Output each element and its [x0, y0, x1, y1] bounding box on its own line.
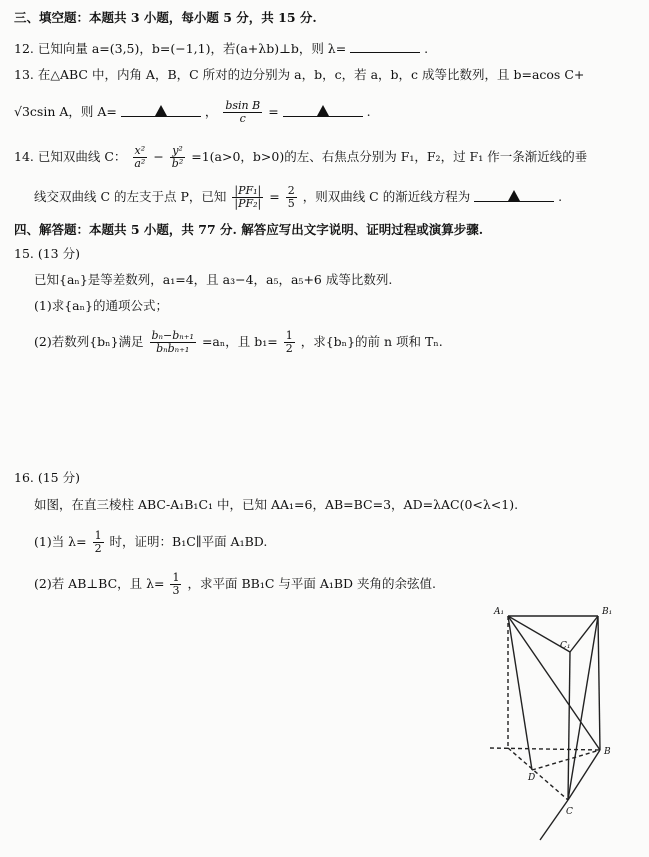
q15-frac-num: bₙ−bₙ₊₁ [151, 329, 194, 342]
label-c: C [566, 807, 573, 817]
edge-extension [540, 800, 568, 840]
q14-frac3 [232, 185, 263, 210]
section3-header: 三、填空题：本题共 3 小题，每小题 5 分，共 15 分. [14, 10, 317, 25]
label-b1: B₁ [602, 607, 613, 617]
q12 [14, 40, 428, 57]
q16-part2 [34, 572, 436, 597]
q15-frac2-num: 1 [285, 329, 293, 342]
label-d: D [528, 773, 536, 783]
edge-a1b [508, 616, 600, 750]
edge-b1c1 [570, 616, 598, 652]
q14-frac2 [170, 145, 185, 170]
q14-frac4 [286, 185, 297, 210]
q13-sep: ， [204, 104, 218, 119]
q16-part1-frac [93, 530, 104, 555]
q13-end: . [366, 104, 371, 119]
q15-part1: (1)求{aₙ}的通项公式； [34, 298, 168, 313]
q14-line2-start: 线交双曲线 C 的左支于点 P，已知 [34, 189, 227, 204]
q12-answer-blank[interactable] [350, 40, 420, 53]
label-c1: C₁ [560, 641, 571, 651]
q13-answer-blank-2[interactable] [283, 104, 363, 117]
q16-title: 16. (15 分) [14, 470, 80, 485]
q16-part2-end: ，求平面 BB₁C 与平面 A₁BD 夹角的余弦值. [187, 576, 437, 591]
edge-cc1 [568, 652, 570, 800]
q14-frac2-num: y² [172, 144, 183, 157]
q14-frac4-den: 5 [287, 197, 295, 210]
q15-title: 15. (13 分) [14, 246, 80, 261]
triangle-marker-icon [508, 190, 520, 201]
q14-line2-end: ，则双曲线 C 的渐近线方程为 [302, 189, 471, 204]
q14-answer-blank[interactable] [474, 189, 554, 202]
q16-part1 [34, 530, 267, 555]
prism-diagram [470, 600, 620, 850]
q14-line1-start: 14. 已知双曲线 C： [14, 149, 127, 164]
q13-line2-start: √3csin A，则 A= [14, 104, 117, 119]
q16-stem: 如图，在直三棱柱 ABC-A₁B₁C₁ 中，已知 AA₁=6，AB=BC=3，AD=λAC(0<λ<1). [34, 497, 519, 512]
q16-part1-end: 时，证明：B₁C∥平面 A₁BD. [109, 534, 268, 549]
q15-part2-end: ，求{bₙ}的前 n 项和 Tₙ. [300, 334, 443, 349]
q15-frac2-den: 2 [285, 342, 293, 355]
edge-a1d [508, 616, 532, 770]
q15-frac2 [284, 330, 295, 355]
q16-part1-frac-den: 2 [94, 542, 102, 555]
q16-part2-frac-num: 1 [172, 571, 180, 584]
q15-part2 [34, 330, 443, 355]
q15-frac-den: bₙbₙ₊₁ [156, 342, 190, 355]
q14-frac1 [132, 145, 147, 170]
section4-header: 四、解答题：本题共 5 小题，共 77 分. 解答应写出文字说明、证明过程或演算步骤. [14, 222, 484, 237]
triangle-marker-icon [155, 105, 167, 116]
q12-text: 12. 已知向量 a=(3,5)，b=(−1,1)，若(a+λb)⊥b，则 λ= [14, 41, 347, 56]
q14-frac3-den: |PF₂| [234, 197, 262, 210]
q14-line2 [34, 185, 562, 210]
q12-end: . [424, 41, 429, 56]
edge-ab [490, 748, 600, 750]
q15-part2-mid: =aₙ，且 b₁= [201, 334, 278, 349]
q16-part2-start: (2)若 AB⊥BC，且 λ= [34, 576, 165, 591]
q13-fraction [223, 100, 262, 125]
q15-part2-start: (2)若数列{bₙ}满足 [34, 334, 144, 349]
q14-frac2-den: b² [171, 157, 184, 170]
q15-frac [150, 330, 196, 355]
q14-line1-end: =1(a>0，b>0)的左、右焦点分别为 F₁，F₂，过 F₁ 作一条渐近线的垂 [191, 149, 588, 164]
edge-ac [508, 748, 568, 800]
q13-line1: 13. 在△ABC 中，内角 A，B，C 所对的边分别为 a，b，c，若 a，b，c 成等比数列，且 b=acos C+ [14, 67, 585, 82]
q14-frac4-num: 2 [287, 184, 295, 197]
q13-answer-blank-1[interactable] [121, 104, 201, 117]
label-b: B [604, 747, 611, 757]
label-a1: A₁ [494, 607, 505, 617]
q16-part2-frac-den: 3 [172, 584, 180, 597]
q13-frac-den: c [239, 112, 246, 125]
edge-bb1 [598, 616, 600, 750]
q14-frac3-num: |PF₁| [234, 184, 262, 197]
q13-frac-num: bsin B [225, 99, 261, 112]
q14-line1 [14, 145, 587, 170]
q14-frac1-num: x² [134, 144, 146, 157]
q16-part1-start: (1)当 λ= [34, 534, 87, 549]
q13-eq: = [268, 104, 279, 119]
q15-stem: 已知{aₙ}是等差数列，a₁=4，且 a₃−4，a₅，a₅+6 成等比数列. [34, 272, 393, 287]
q14-minus: − [153, 149, 164, 164]
q14-frac1-den: a² [134, 157, 146, 170]
edge-b1c [568, 616, 598, 800]
q16-part1-frac-num: 1 [94, 529, 102, 542]
triangle-marker-icon [317, 105, 329, 116]
q14-eq: = [269, 189, 280, 204]
q13-line2 [14, 100, 371, 125]
q16-part2-frac [170, 572, 181, 597]
q14-end: . [558, 189, 563, 204]
